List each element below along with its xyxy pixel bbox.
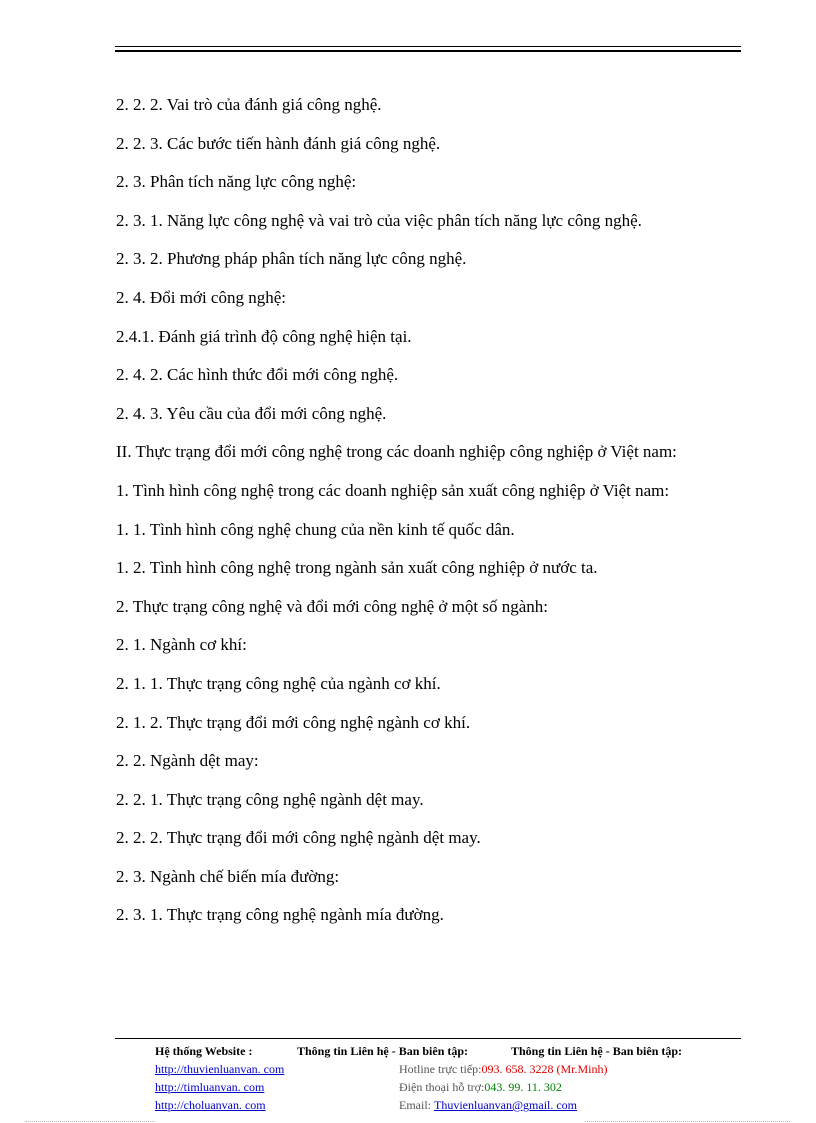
phone-info [399,1079,562,1096]
toc-item: 1. 1. Tình hình công nghệ chung của nền kinh tế quốc dân. [116,519,515,539]
toc-item: 2. 4. Đổi mới công nghệ: [116,287,286,307]
toc-item: 2. 1. 2. Thực trạng đổi mới công nghệ ngành cơ khí. [116,712,471,732]
email-info [399,1097,577,1114]
footer-websites-title: Hệ thống Website : [155,1044,253,1058]
toc-item: 2. Thực trạng công nghệ và đổi mới công nghệ ở một số ngành: [116,596,548,616]
toc-item: 2. 1. Ngành cơ khí: [116,635,247,655]
toc-item: 2. 4. 3. Yêu cầu của đổi mới công nghệ. [116,403,387,423]
toc-item: 2. 2. Ngành dệt may: [116,751,259,771]
toc-item: 2. 3. 1. Năng lực công nghệ và vai trò của việc phân tích năng lực công nghệ. [116,210,642,230]
header-rule [115,46,741,52]
table-of-contents [116,89,716,938]
toc-item: 2. 3. 1. Thực trạng công nghệ ngành mía đường. [116,905,444,925]
toc-item: 2. 2. 3. Các bước tiến hành đánh giá công nghệ. [116,133,441,153]
toc-item: 1. Tình hình công nghệ trong các doanh nghiệp sản xuất công nghiệp ở Việt nam: [116,480,670,500]
footer-rule [115,1038,741,1039]
phone-label: Điện thoại hỗ trợ: [399,1080,485,1094]
hotline-info [399,1061,607,1078]
email-label: Email: [399,1098,431,1112]
hotline-number: 093. 658. 3228 (Mr.Minh) [481,1062,608,1076]
website-link[interactable]: http://timluanvan. com [155,1080,265,1094]
website-link[interactable]: http://thuvienluanvan. com [155,1062,285,1076]
bottom-dotted-line-left [25,1121,155,1122]
toc-item: II. Thực trạng đổi mới công nghệ trong các doanh nghiệp công nghiệp ở Việt nam: [116,442,677,462]
toc-item: 2. 4. 2. Các hình thức đổi mới công nghệ. [116,365,399,385]
phone-number: 043. 99. 11. 302 [484,1080,562,1094]
bottom-dotted-line-right [585,1121,790,1122]
toc-item: 2. 2. 2. Thực trạng đổi mới công nghệ ngành dệt may. [116,828,481,848]
toc-item: 2. 1. 1. Thực trạng công nghệ của ngành cơ khí. [116,673,441,693]
page-footer [155,1043,755,1115]
email-link[interactable]: Thuvienluanvan@gmail. com [434,1098,578,1112]
footer-contact-title: Thông tin Liên hệ - Ban biên tập: [297,1044,469,1058]
toc-item: 2. 2. 1. Thực trạng công nghệ ngành dệt may. [116,789,424,809]
toc-item: 2.4.1. Đánh giá trình độ công nghệ hiện tại. [116,326,412,346]
hotline-label: Hotline trực tiếp: [399,1062,482,1076]
toc-item: 2. 3. 2. Phương pháp phân tích năng lực công nghệ. [116,249,467,269]
website-link[interactable]: http://choluanvan. com [155,1098,266,1112]
toc-item: 2. 2. 2. Vai trò của đánh giá công nghệ. [116,95,382,114]
toc-item: 2. 3. Ngành chế biến mía đường: [116,866,340,886]
footer-contact-title-2: Thông tin Liên hệ - Ban biên tập: [511,1044,683,1058]
toc-item: 2. 3. Phân tích năng lực công nghệ: [116,172,357,192]
toc-item: 1. 2. Tình hình công nghệ trong ngành sản xuất công nghiệp ở nước ta. [116,558,598,578]
